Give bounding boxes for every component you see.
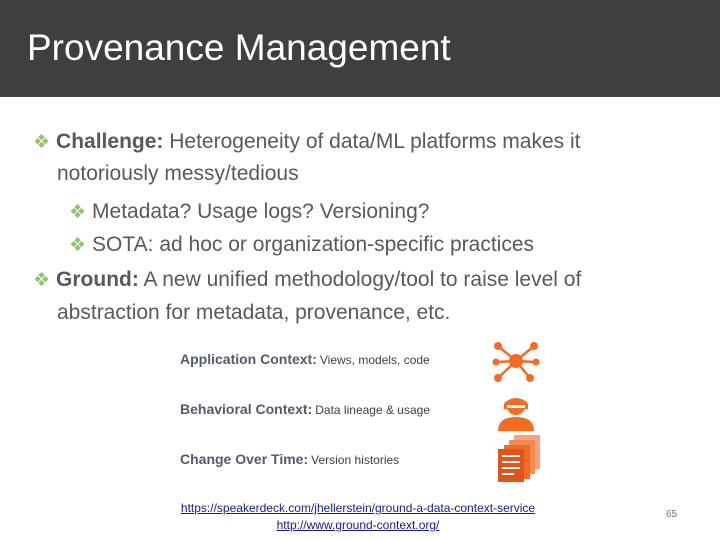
context-description: Version histories bbox=[311, 453, 400, 467]
diamond-bullet-icon: ❖ bbox=[69, 202, 87, 223]
diamond-bullet-icon: ❖ bbox=[33, 132, 51, 153]
context-label: Change Over Time: bbox=[180, 451, 309, 467]
context-row-behavioral bbox=[180, 401, 430, 417]
sub-bullet-text: SOTA: ad hoc or organization-specific practices bbox=[92, 233, 535, 256]
page-number: 65 bbox=[666, 509, 678, 520]
bullet-ground-continued: abstraction for metadata, provenance, etc. bbox=[57, 301, 451, 324]
bullet-text: Heterogeneity of data/ML platforms makes it bbox=[163, 130, 581, 153]
network-hub-icon bbox=[490, 338, 542, 384]
bullet-text: A new unified methodology/tool to raise level of bbox=[138, 268, 582, 291]
context-description: Views, models, code bbox=[319, 353, 430, 367]
reference-links bbox=[150, 500, 566, 534]
context-row-application bbox=[180, 351, 430, 367]
sub-bullet-text: Metadata? Usage logs? Versioning? bbox=[92, 200, 430, 223]
sub-bullet-sota bbox=[69, 233, 534, 258]
context-label: Application Context: bbox=[180, 351, 317, 367]
context-description: Data lineage & usage bbox=[315, 403, 430, 417]
slide-title: Provenance Management bbox=[27, 27, 451, 68]
context-label: Behavioral Context: bbox=[180, 401, 313, 417]
person-icon bbox=[494, 389, 538, 431]
title-bar bbox=[0, 0, 720, 97]
bullet-ground bbox=[33, 268, 581, 293]
diamond-bullet-icon: ❖ bbox=[69, 235, 87, 256]
stacked-documents-icon bbox=[494, 433, 546, 483]
bullet-challenge bbox=[33, 130, 580, 155]
bullet-label: Ground: bbox=[56, 268, 139, 291]
context-row-change bbox=[180, 451, 399, 467]
reference-link-speakerdeck[interactable]: https://speakerdeck.com/jhellerstein/ground-a-data-context-service bbox=[180, 501, 536, 515]
reference-link-ground-context[interactable]: http://www.ground-context.org/ bbox=[276, 518, 440, 532]
sub-bullet-metadata bbox=[69, 200, 429, 225]
bullet-label: Challenge: bbox=[56, 130, 164, 153]
bullet-challenge-continued: notoriously messy/tedious bbox=[57, 162, 299, 185]
diamond-bullet-icon: ❖ bbox=[33, 270, 51, 291]
